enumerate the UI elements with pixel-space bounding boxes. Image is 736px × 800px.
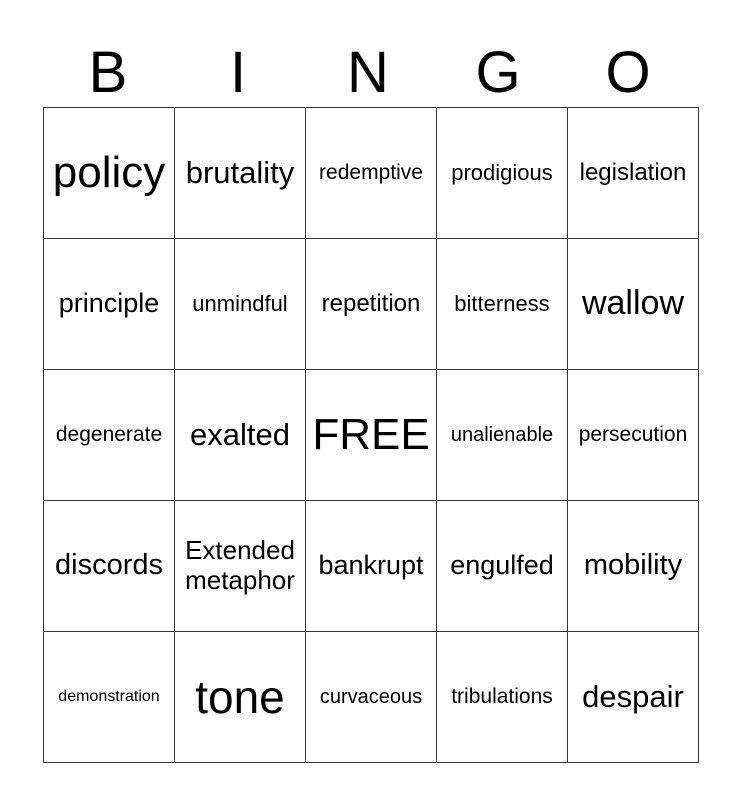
cell-word: legislation (579, 159, 687, 187)
bingo-cell[interactable] (175, 239, 306, 370)
bingo-cell[interactable] (306, 108, 437, 239)
grid-row (44, 632, 699, 763)
header-letter-b: B (88, 40, 128, 105)
cell-word: discords (55, 549, 163, 582)
bingo-cell[interactable] (437, 239, 568, 370)
cell-word: tone (195, 670, 285, 723)
cell-word: engulfed (450, 550, 554, 581)
cell-word: mobility (583, 549, 683, 582)
bingo-cell[interactable] (306, 239, 437, 370)
bingo-cell[interactable] (44, 239, 175, 370)
bingo-cell[interactable] (175, 370, 306, 501)
header-letter-n: N (347, 40, 389, 105)
cell-word: principle (58, 288, 160, 319)
cell-word: bankrupt (318, 550, 424, 581)
bingo-cell[interactable] (175, 108, 306, 239)
bingo-cell[interactable] (44, 370, 175, 501)
header-letter-i: I (229, 40, 247, 105)
bingo-cell[interactable] (44, 108, 175, 239)
cell-word: degenerate (55, 422, 163, 446)
bingo-cell[interactable] (306, 632, 437, 763)
cell-word: unmindful (192, 291, 288, 317)
cell-word: policy (52, 147, 166, 197)
free-space-label: FREE (312, 409, 430, 459)
bingo-cell[interactable] (568, 370, 699, 501)
cell-word: bitterness (454, 291, 550, 317)
bingo-cell[interactable] (437, 501, 568, 632)
bingo-cell[interactable] (437, 370, 568, 501)
bingo-cell[interactable] (568, 501, 699, 632)
bingo-cell[interactable] (568, 632, 699, 763)
bingo-cell[interactable] (437, 632, 568, 763)
cell-word: demonstration (58, 687, 160, 705)
bingo-cell[interactable] (175, 501, 306, 632)
bingo-cell[interactable] (568, 239, 699, 370)
bingo-cell[interactable] (306, 501, 437, 632)
bingo-cell[interactable] (568, 108, 699, 239)
cell-word: exalted (190, 417, 290, 453)
cell-word: brutality (185, 155, 295, 191)
grid-row (44, 108, 699, 239)
grid-row (44, 501, 699, 632)
free-space-cell[interactable] (306, 370, 437, 501)
bingo-cell[interactable] (44, 501, 175, 632)
cell-word: wallow (581, 284, 685, 323)
cell-word: despair (582, 679, 684, 715)
cell-word: prodigious (451, 160, 553, 186)
cell-word: curvaceous (319, 685, 423, 708)
header-letter-g: G (475, 40, 521, 105)
cell-word: tribulations (451, 684, 553, 708)
grid-row (44, 239, 699, 370)
grid-row (44, 370, 699, 501)
cell-word: unalienable (450, 423, 554, 446)
cell-word: Extended metaphor (185, 535, 295, 595)
cell-word: redemptive (319, 160, 423, 184)
bingo-card-grid (43, 107, 699, 763)
header-letter-o: O (605, 40, 651, 105)
cell-word: persecution (578, 422, 688, 446)
bingo-cell[interactable] (175, 632, 306, 763)
bingo-cell[interactable] (44, 632, 175, 763)
bingo-header (43, 40, 693, 106)
cell-word: repetition (321, 290, 421, 318)
bingo-cell[interactable] (437, 108, 568, 239)
